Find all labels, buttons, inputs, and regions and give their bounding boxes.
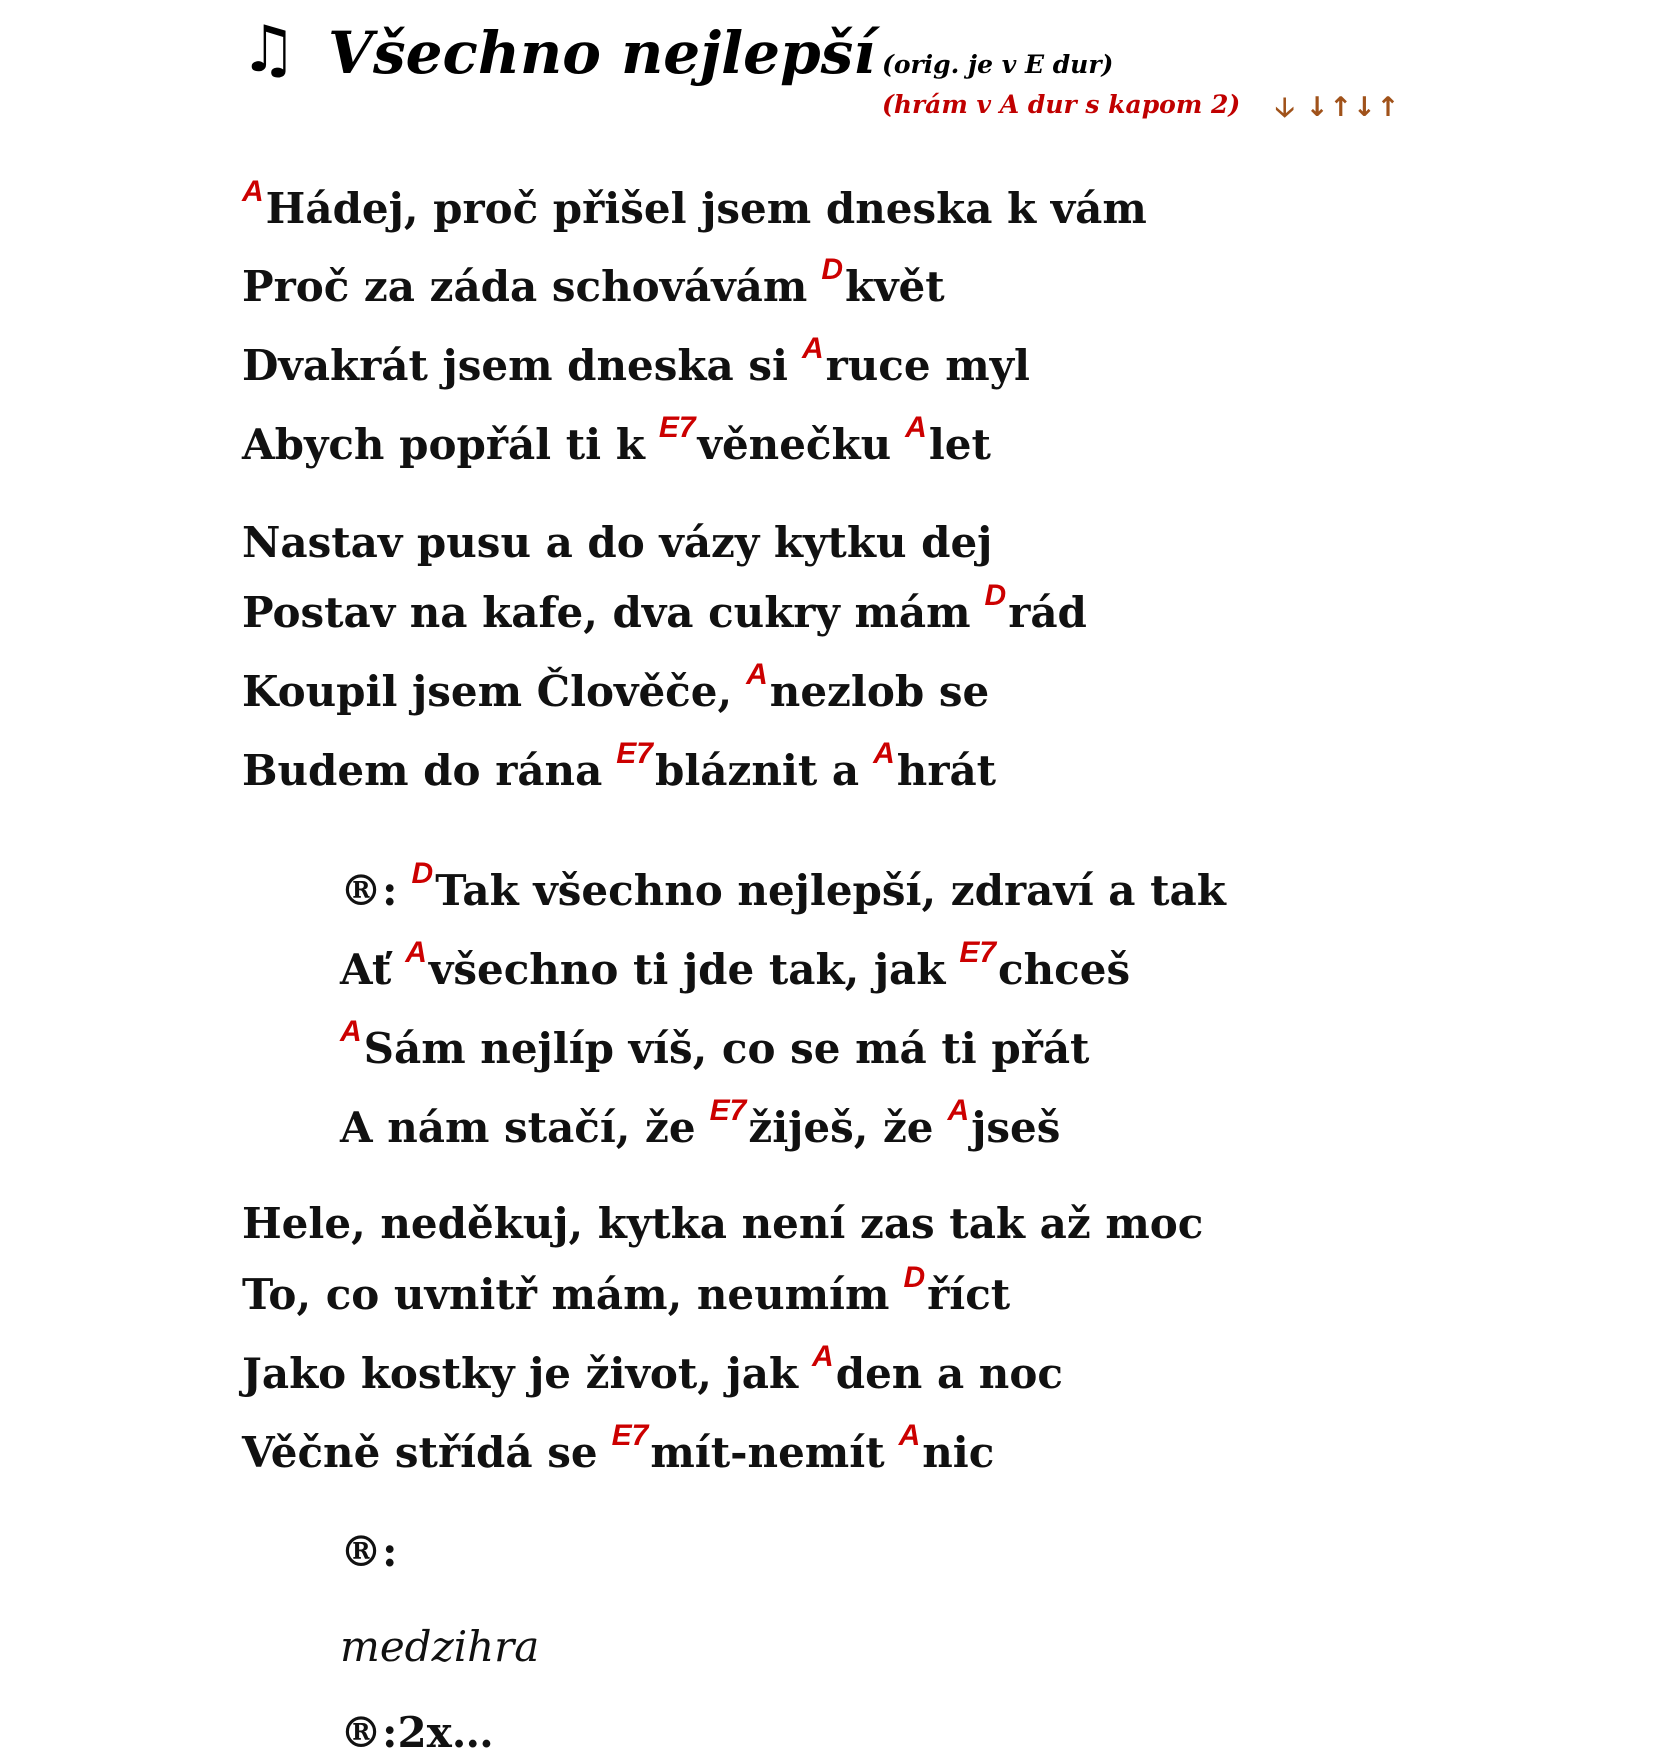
chord: E7 xyxy=(959,936,997,969)
lyric-line xyxy=(242,737,997,795)
lyric-text: ruce myl xyxy=(825,341,1031,390)
chord: E7 xyxy=(658,411,696,444)
music-note-icon: ♫ xyxy=(240,13,298,87)
lyric-text: Ať xyxy=(340,945,392,994)
lyric-text: den a noc xyxy=(835,1349,1063,1398)
lyric-text: A nám stačí, že xyxy=(340,1103,696,1152)
lyric-text: Koupil jsem Člověče, xyxy=(242,667,733,716)
lyric-text: Jako kostky je život, jak xyxy=(242,1349,799,1398)
chord: D xyxy=(903,1261,926,1294)
lyric-text: hrát xyxy=(896,746,997,795)
strumming-pattern: 🡣 ↓↑↓↑ xyxy=(1275,92,1401,123)
refrain-repeat: ®:2x… xyxy=(340,1708,494,1757)
song-title: Všechno nejlepší xyxy=(328,19,876,87)
chord: A xyxy=(947,1094,970,1127)
lyric-line xyxy=(242,411,991,469)
chord: D xyxy=(984,579,1007,612)
lyric-line xyxy=(242,175,1147,233)
lyric-text: rád xyxy=(1008,588,1087,637)
lyric-line xyxy=(242,1199,1204,1248)
lyric-text: žiješ, že xyxy=(748,1103,934,1152)
capo-note: (hrám v A dur s kapom 2) xyxy=(882,90,1241,119)
chord: E7 xyxy=(616,737,653,770)
lyric-text: jseš xyxy=(971,1103,1061,1152)
refrain-marker: ®: xyxy=(340,1527,398,1576)
original-key-note: (orig. je v E dur) xyxy=(882,50,1114,79)
lyric-text: Tak všechno nejlepší, zdraví a tak xyxy=(435,866,1226,915)
lyric-line xyxy=(242,658,990,716)
lyric-text: Abych popřál ti k xyxy=(242,420,645,469)
lyric-text: chceš xyxy=(998,945,1131,994)
song-header xyxy=(240,13,1440,138)
lyric-text: nezlob se xyxy=(769,667,990,716)
lyric-line xyxy=(242,1261,1011,1319)
lyric-line xyxy=(242,1419,995,1477)
interlude-label: medzihra xyxy=(340,1622,540,1671)
lyric-text: nic xyxy=(922,1428,995,1477)
lyric-text: věnečku xyxy=(697,420,892,469)
chorus-line xyxy=(340,936,1131,994)
refrain-marker: ®: xyxy=(340,866,398,915)
lyric-line xyxy=(242,518,993,567)
lyric-text: Dvakrát jsem dneska si xyxy=(242,341,788,390)
lyric-text: Nastav pusu a do vázy kytku dej xyxy=(242,518,993,567)
chord: A xyxy=(873,737,895,770)
lyric-text: Sám nejlíp víš, co se má ti přát xyxy=(363,1024,1090,1073)
lyric-text: bláznit a xyxy=(654,746,860,795)
lyric-text: let xyxy=(928,420,991,469)
lyric-line xyxy=(242,332,1031,390)
chord: A xyxy=(746,658,768,691)
lyric-line xyxy=(242,579,1087,637)
chord: D xyxy=(411,857,434,890)
chord: A xyxy=(898,1419,921,1452)
chord: A xyxy=(405,936,427,969)
lyric-text: Hádej, proč přišel jsem dneska k vám xyxy=(265,184,1147,233)
lyric-text: Budem do rána xyxy=(242,746,603,795)
lyric-text: všechno ti jde tak, jak xyxy=(428,945,946,994)
chord: E7 xyxy=(611,1419,649,1452)
chord: A xyxy=(812,1340,834,1373)
chord: A xyxy=(905,411,927,444)
lyric-text: mít-nemít xyxy=(650,1428,885,1477)
chorus-line xyxy=(340,857,1226,915)
lyric-text: Proč za záda schovávám xyxy=(242,262,808,311)
chord: D xyxy=(821,253,843,286)
lyric-text: Věčně střídá se xyxy=(242,1428,598,1477)
chorus-line xyxy=(340,1015,1090,1073)
chord: E7 xyxy=(709,1094,747,1127)
chord: A xyxy=(340,1015,362,1048)
chorus-line xyxy=(340,1094,1061,1152)
lyric-text: Hele, neděkuj, kytka není zas tak až moc xyxy=(242,1199,1204,1248)
lyric-text: říct xyxy=(927,1270,1011,1319)
lyric-text: To, co uvnitř mám, neumím xyxy=(242,1270,890,1319)
lyric-text: Postav na kafe, dva cukry mám xyxy=(242,588,971,637)
lyric-line xyxy=(242,1340,1063,1398)
chord: A xyxy=(242,175,264,208)
lyric-text: květ xyxy=(845,262,945,311)
chord: A xyxy=(801,332,824,365)
lyric-line xyxy=(242,253,945,311)
